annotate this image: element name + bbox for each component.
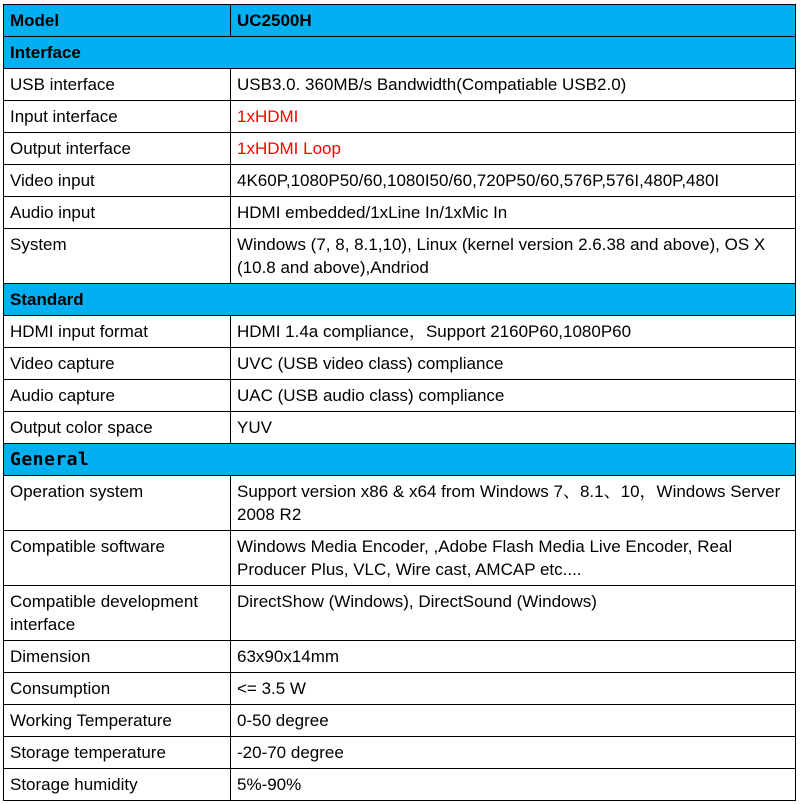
table-row [4, 673, 796, 705]
row-value: UVC (USB video class) compliance [231, 348, 796, 380]
row-value: <= 3.5 W [231, 673, 796, 705]
row-value: UC2500H [231, 5, 796, 37]
row-value: Windows (7, 8, 8.1,10), Linux (kernel version 2.6.38 and above), OS X (10.8 and above),Andriod [231, 229, 796, 284]
row-label: Video input [4, 165, 231, 197]
table-row [4, 316, 796, 348]
row-label: HDMI input format [4, 316, 231, 348]
spec-table [3, 4, 796, 801]
row-label: Storage temperature [4, 737, 231, 769]
row-value: UAC (USB audio class) compliance [231, 380, 796, 412]
row-value: USB3.0. 360MB/s Bandwidth(Compatiable USB2.0) [231, 69, 796, 101]
model-row [4, 5, 796, 37]
table-row [4, 348, 796, 380]
row-label: Model [4, 5, 231, 37]
table-row [4, 380, 796, 412]
table-row [4, 531, 796, 586]
table-row [4, 197, 796, 229]
row-value: 63x90x14mm [231, 641, 796, 673]
table-row [4, 133, 796, 165]
table-row [4, 737, 796, 769]
row-value: Windows Media Encoder, ,Adobe Flash Media Live Encoder, Real Producer Plus, VLC, Wire cast, AMCAP etc.... [231, 531, 796, 586]
row-label: Compatible software [4, 531, 231, 586]
row-value: HDMI 1.4a compliance，Support 2160P60,1080P60 [231, 316, 796, 348]
table-row [4, 101, 796, 133]
row-value: YUV [231, 412, 796, 444]
spec-table-body [4, 5, 796, 801]
row-value: 0-50 degree [231, 705, 796, 737]
section-row [4, 444, 796, 476]
row-label: Operation system [4, 476, 231, 531]
table-row [4, 641, 796, 673]
row-label: Input interface [4, 101, 231, 133]
table-row [4, 165, 796, 197]
row-label: Output color space [4, 412, 231, 444]
row-label: Audio input [4, 197, 231, 229]
row-label: Dimension [4, 641, 231, 673]
table-row [4, 69, 796, 101]
row-value: 1xHDMI Loop [231, 133, 796, 165]
table-row [4, 229, 796, 284]
table-row [4, 769, 796, 801]
row-value: 1xHDMI [231, 101, 796, 133]
table-row [4, 476, 796, 531]
row-label: Output interface [4, 133, 231, 165]
row-value: DirectShow (Windows), DirectSound (Windows) [231, 586, 796, 641]
section-label: Interface [4, 37, 796, 69]
row-value: Support version x86 & x64 from Windows 7、8.1、10，Windows Server 2008 R2 [231, 476, 796, 531]
section-label: General [4, 444, 796, 476]
section-label: Standard [4, 284, 796, 316]
row-value: 4K60P,1080P50/60,1080I50/60,720P50/60,576P,576I,480P,480I [231, 165, 796, 197]
row-label: Audio capture [4, 380, 231, 412]
row-label: USB interface [4, 69, 231, 101]
row-value: 5%-90% [231, 769, 796, 801]
row-label: Video capture [4, 348, 231, 380]
table-row [4, 705, 796, 737]
row-label: System [4, 229, 231, 284]
row-label: Storage humidity [4, 769, 231, 801]
row-value: -20-70 degree [231, 737, 796, 769]
row-label: Compatible development interface [4, 586, 231, 641]
row-label: Consumption [4, 673, 231, 705]
section-row [4, 37, 796, 69]
section-row [4, 284, 796, 316]
table-row [4, 586, 796, 641]
row-value: HDMI embedded/1xLine In/1xMic In [231, 197, 796, 229]
row-label: Working Temperature [4, 705, 231, 737]
table-row [4, 412, 796, 444]
